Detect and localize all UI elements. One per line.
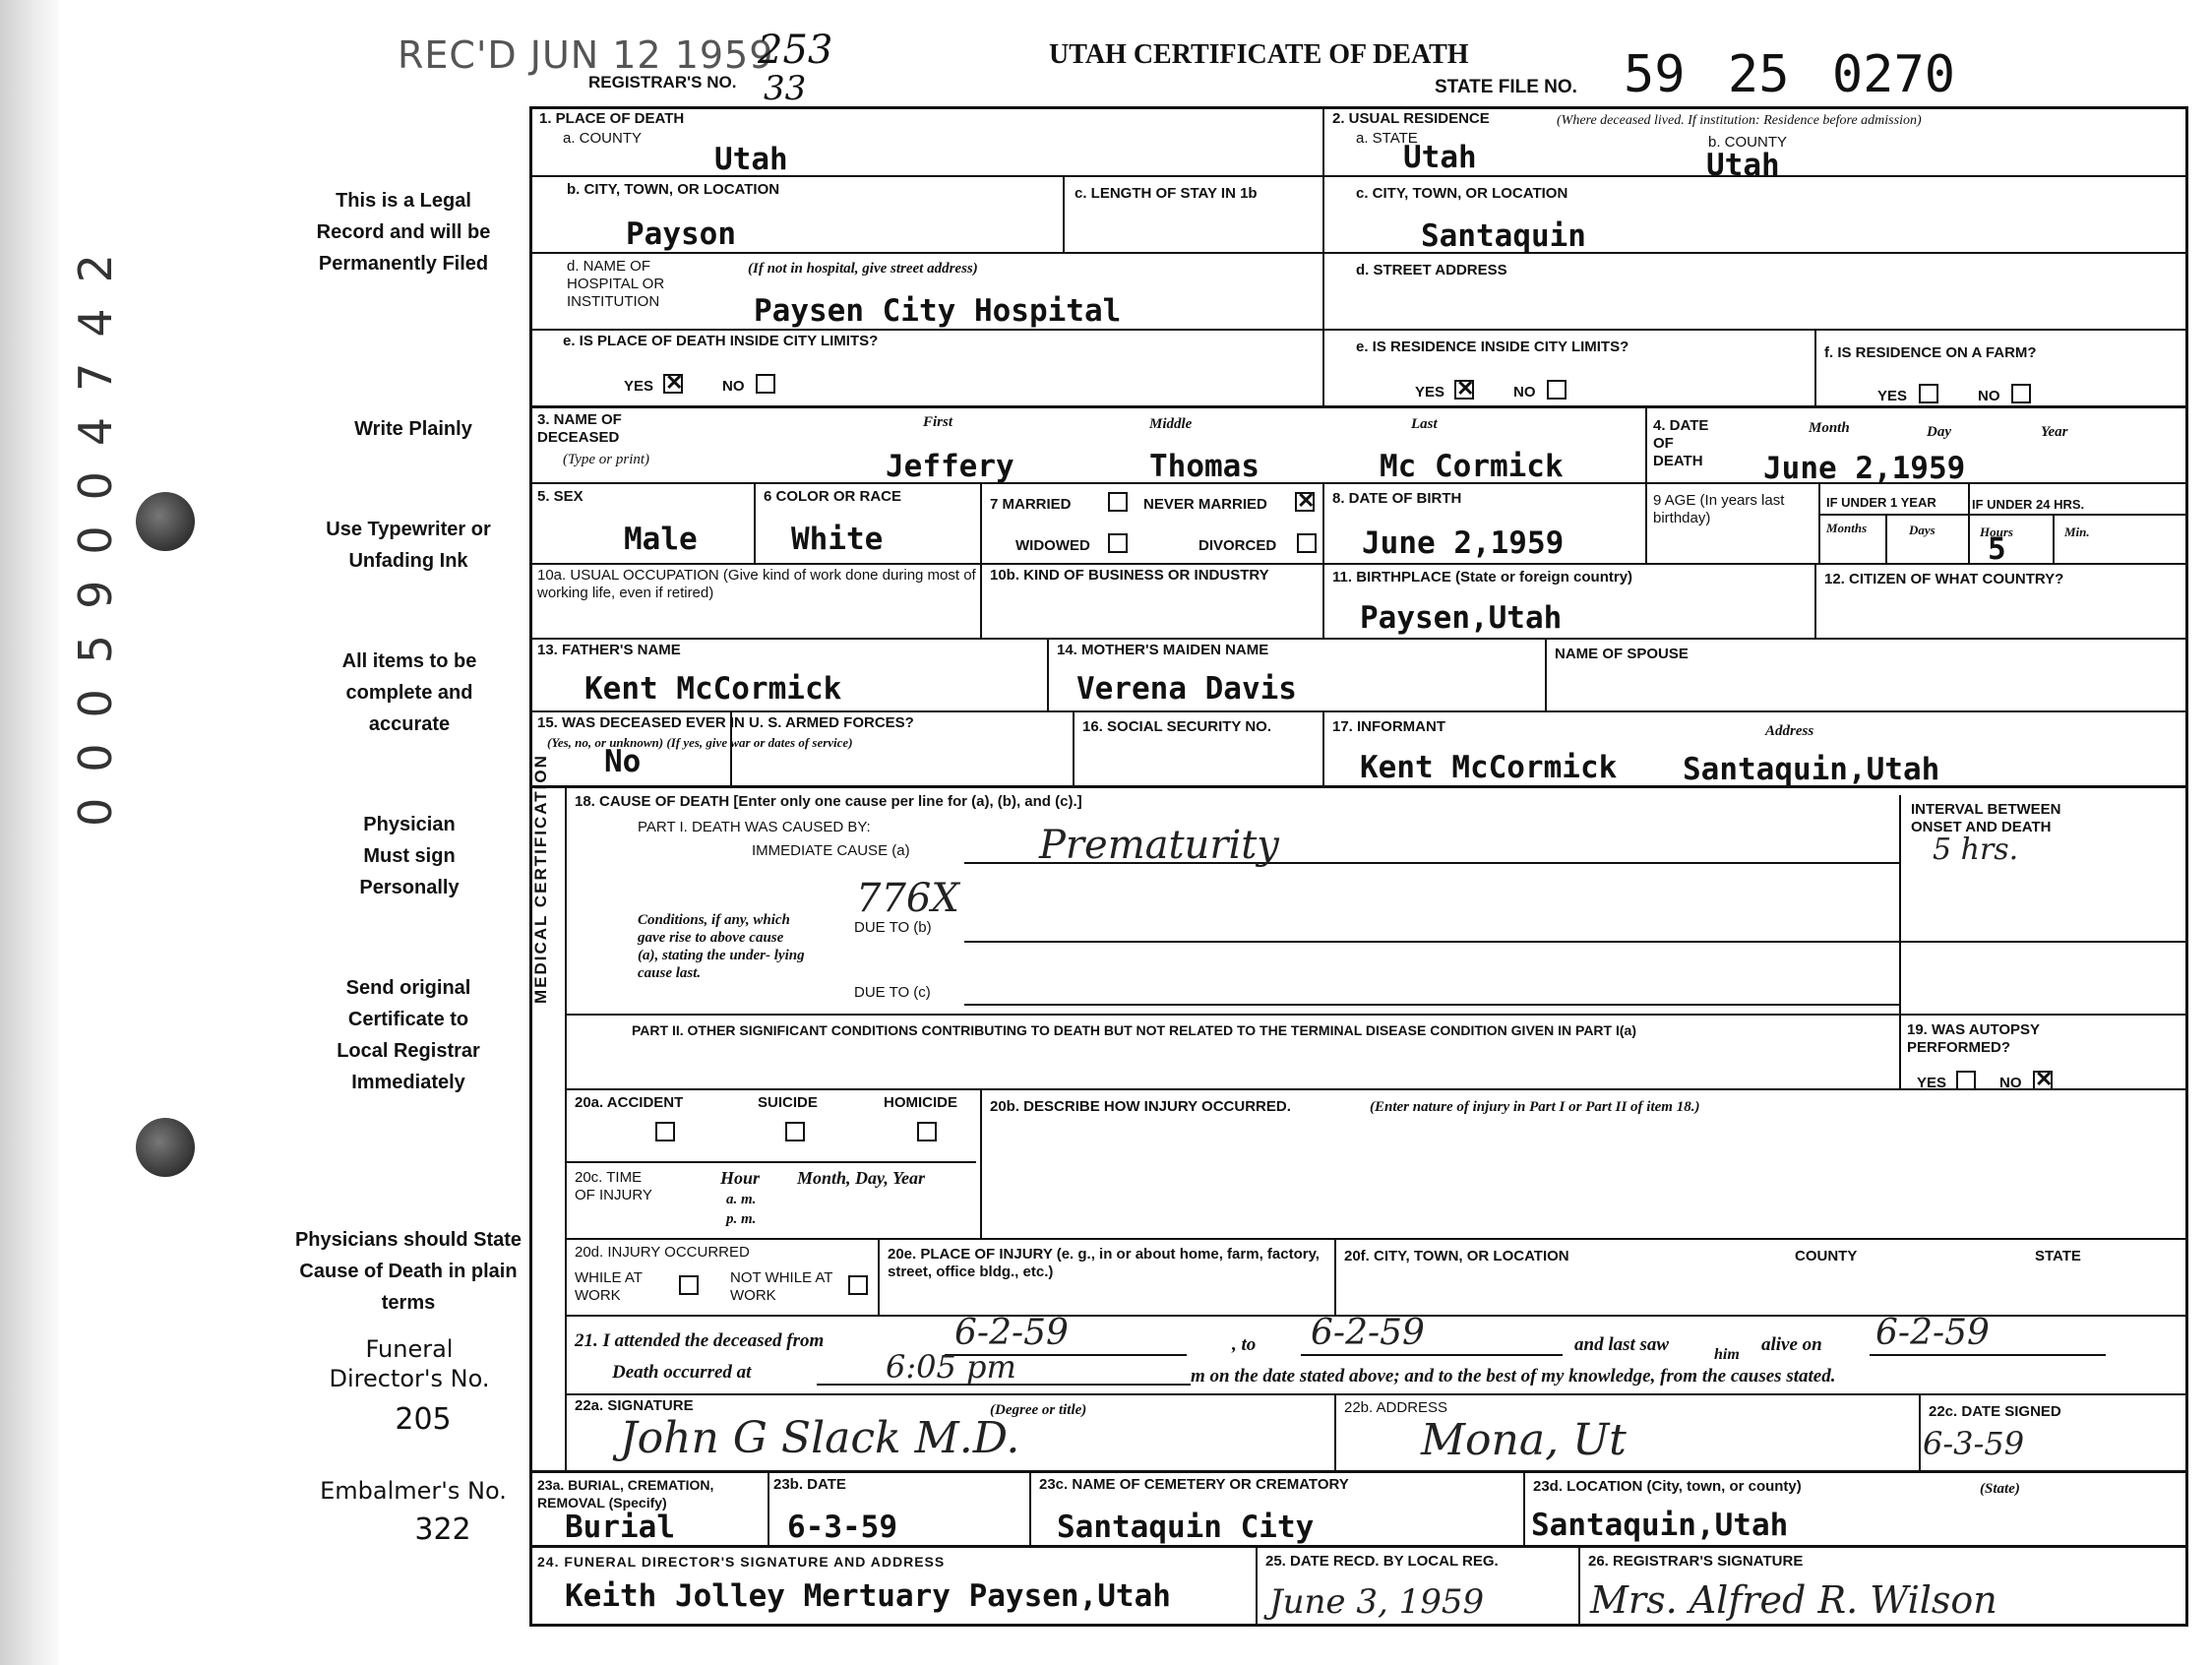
sidebar-legal-record: This is a Legal Record and will be Permanently Filed bbox=[316, 190, 491, 275]
value-burial: Burial bbox=[565, 1510, 675, 1545]
value-first-name: Jeffery bbox=[886, 449, 1014, 484]
value-burial-date: 6-3-59 bbox=[787, 1510, 897, 1545]
checkbox-married[interactable] bbox=[1108, 492, 1128, 512]
value-code: 776X bbox=[856, 876, 959, 921]
label-2e-no: NO bbox=[1513, 384, 1536, 401]
checkbox-while-at-work[interactable] bbox=[679, 1275, 699, 1295]
funeral-director-no: 205 bbox=[395, 1402, 452, 1437]
label-10a: 10a. USUAL OCCUPATION (Give kind of work done during most of working life, even if retired) bbox=[537, 567, 976, 601]
label-16: 16. SOCIAL SECURITY NO. bbox=[1082, 718, 1271, 735]
value-funeral: Keith Jolley Mertuary Paysen,Utah bbox=[565, 1578, 1171, 1614]
value-birth-date: June 2,1959 bbox=[1362, 525, 1565, 561]
label-degree: (Degree or title) bbox=[990, 1402, 1087, 1418]
certificate-title: UTAH CERTIFICATE OF DEATH bbox=[1049, 39, 1469, 70]
rule-v-medical bbox=[565, 785, 567, 1470]
rule-v-4 bbox=[1645, 405, 1647, 563]
received-stamp: REC'D JUN 12 1959 bbox=[398, 33, 774, 77]
value-last-name: Mc Cormick bbox=[1380, 449, 1564, 484]
value-mother: Verena Davis bbox=[1076, 671, 1297, 707]
label-23d-state: (State) bbox=[1980, 1481, 2020, 1497]
checkbox-not-while-at-work[interactable] bbox=[848, 1275, 868, 1295]
label-2b: b. COUNTY bbox=[1708, 134, 1788, 151]
label-23d: 23d. LOCATION (City, town, or county) bbox=[1533, 1478, 1802, 1495]
label-min: Min. bbox=[2064, 524, 2090, 539]
label-21-him: him bbox=[1714, 1346, 1740, 1363]
value-informant-address: Santaquin,Utah bbox=[1683, 752, 1940, 787]
label-middle: Middle bbox=[1149, 416, 1193, 432]
registrar-no-handwritten: 253 bbox=[758, 28, 833, 73]
value-cemetery: Santaquin City bbox=[1057, 1510, 1315, 1545]
checkbox-widowed[interactable] bbox=[1108, 533, 1128, 553]
label-19-no: NO bbox=[1999, 1075, 2022, 1091]
rule-v-17 bbox=[1322, 710, 1324, 785]
label-5: 5. SEX bbox=[537, 488, 584, 505]
checkbox-autopsy-no[interactable] bbox=[2033, 1071, 2053, 1090]
label-due-c: DUE TO (c) bbox=[854, 984, 931, 1001]
rule-21-alive bbox=[1870, 1354, 2106, 1356]
rule-v-20e bbox=[878, 1238, 880, 1315]
checkbox-homicide[interactable] bbox=[917, 1122, 937, 1141]
rule-v-spouse bbox=[1545, 638, 1547, 710]
value-informant: Kent McCormick bbox=[1360, 750, 1618, 785]
serial-number: 00059004742 bbox=[69, 228, 122, 827]
label-1e: e. IS PLACE OF DEATH INSIDE CITY LIMITS? bbox=[563, 333, 879, 349]
rule-v-26 bbox=[1578, 1545, 1580, 1627]
label-mdy: Month, Day, Year bbox=[797, 1168, 926, 1188]
rule-v-9d bbox=[2053, 516, 2055, 563]
label-7-never: NEVER MARRIED bbox=[1143, 496, 1267, 513]
rule-cause-b bbox=[964, 941, 2188, 943]
value-death-date: June 2,1959 bbox=[1763, 451, 1966, 486]
label-13: 13. FATHER'S NAME bbox=[537, 642, 681, 658]
label-3: 3. NAME OF DECEASED bbox=[537, 411, 622, 446]
embalmer-no: 322 bbox=[414, 1512, 471, 1547]
label-2f: f. IS RESIDENCE ON A FARM? bbox=[1824, 344, 2037, 361]
rule-v-1c bbox=[1063, 175, 1065, 252]
label-days: Days bbox=[1909, 523, 1936, 537]
checkbox-2f-no[interactable] bbox=[2011, 384, 2031, 403]
label-1e-no: NO bbox=[722, 378, 745, 395]
label-1e-yes: YES bbox=[624, 378, 654, 395]
rule-v-20f bbox=[1334, 1238, 1336, 1315]
value-alive-on: 6-2-59 bbox=[1875, 1313, 1990, 1353]
value-father: Kent McCormick bbox=[584, 671, 842, 707]
label-7-widowed: WIDOWED bbox=[1015, 537, 1090, 554]
value-recd-local: June 3, 1959 bbox=[1269, 1582, 1485, 1622]
label-25: 25. DATE RECD. BY LOCAL REG. bbox=[1265, 1553, 1499, 1570]
rule-v-9-sub bbox=[1818, 514, 2188, 516]
label-immediate: IMMEDIATE CAUSE (a) bbox=[752, 842, 910, 859]
label-20c: 20c. TIME OF INJURY bbox=[575, 1169, 652, 1203]
label-20e: 20e. PLACE OF INJURY (e. g., in or about home, farm, factory, street, office bldg., etc.) bbox=[888, 1246, 1320, 1280]
registrar-signature: Mrs. Alfred R. Wilson bbox=[1590, 1578, 1997, 1622]
value-city: Payson bbox=[626, 216, 736, 252]
value-attended-to: 6-2-59 bbox=[1311, 1313, 1425, 1353]
rule-h3 bbox=[529, 329, 2188, 331]
label-21-lastsaw: and last saw bbox=[1574, 1334, 1670, 1355]
value-location: Santaquin,Utah bbox=[1531, 1508, 1789, 1543]
rule-v-23c bbox=[1029, 1470, 1031, 1545]
sidebar-cause-plain: Physicians should State Cause of Death in plain terms bbox=[294, 1229, 522, 1314]
label-last: Last bbox=[1411, 416, 1438, 432]
label-hours: Hours bbox=[1980, 524, 2013, 539]
rule-v-12 bbox=[1814, 563, 1816, 638]
funeral-director-label: Funeral Director's No. bbox=[329, 1335, 490, 1392]
label-19: 19. WAS AUTOPSY PERFORMED? bbox=[1907, 1021, 2040, 1056]
label-20b: 20b. DESCRIBE HOW INJURY OCCURRED. bbox=[990, 1098, 1291, 1115]
label-22b: 22b. ADDRESS bbox=[1344, 1399, 1448, 1416]
label-2a: a. STATE bbox=[1356, 130, 1418, 147]
label-while-at-work: WHILE AT WORK bbox=[575, 1269, 643, 1304]
rule-v-22c bbox=[1919, 1393, 1921, 1470]
rule-cause-c bbox=[964, 1004, 1899, 1006]
checkbox-1e-no[interactable] bbox=[756, 374, 775, 394]
label-pm: p. m. bbox=[726, 1211, 757, 1227]
medical-certification-label: MEDICAL CERTIFICATION bbox=[531, 754, 550, 1004]
label-23a: 23a. BURIAL, CREMATION, REMOVAL (Specify) bbox=[537, 1477, 714, 1511]
rule-h13 bbox=[565, 1238, 2188, 1240]
rule-h2 bbox=[529, 252, 2188, 254]
label-10b: 10b. KIND OF BUSINESS OR INDUSTRY bbox=[990, 567, 1269, 584]
label-22a: 22a. SIGNATURE bbox=[575, 1397, 694, 1414]
rule-h12 bbox=[565, 1161, 976, 1163]
label-21-statement: m on the date stated above; and to the best of my knowledge, from the causes stated. bbox=[1191, 1366, 1836, 1387]
rule-h15 bbox=[565, 1393, 2188, 1395]
punch-hole-bottom bbox=[136, 1118, 195, 1177]
rule-v-2f bbox=[1814, 329, 1816, 405]
value-county: Utah bbox=[714, 142, 788, 177]
label-21-aliveon: alive on bbox=[1761, 1334, 1822, 1355]
label-part2: PART II. OTHER SIGNIFICANT CONDITIONS CONTRIBUTING TO DEATH BUT NOT RELATED TO THE TERMINAL DISEASE CONDITION GIVEN IN PART I(a) bbox=[632, 1022, 1636, 1038]
label-23c: 23c. NAME OF CEMETERY OR CREMATORY bbox=[1039, 1476, 1349, 1493]
label-first: First bbox=[923, 414, 953, 430]
label-4: 4. DATE OF DEATH bbox=[1653, 417, 1709, 469]
label-2d: d. STREET ADDRESS bbox=[1356, 262, 1507, 278]
label-1b: b. CITY, TOWN, OR LOCATION bbox=[567, 181, 780, 198]
label-2f-yes: YES bbox=[1877, 388, 1908, 404]
state-file-no: 59 25 0270 bbox=[1624, 45, 1956, 104]
label-2-note: (Where deceased lived. If institution: Residence before admission) bbox=[1557, 113, 1922, 128]
rule-v-25 bbox=[1256, 1545, 1258, 1627]
state-file-label: STATE FILE NO. bbox=[1435, 77, 1577, 97]
rule-v-9b bbox=[1885, 516, 1887, 563]
sidebar-all-items: All items to be complete and accurate bbox=[341, 650, 477, 735]
rule-v-23b bbox=[768, 1470, 769, 1545]
value-res-state: Utah bbox=[1403, 140, 1477, 175]
value-sig-address: Mona, Ut bbox=[1421, 1415, 1627, 1465]
physician-signature: John G Slack M.D. bbox=[620, 1413, 1020, 1463]
checkbox-2f-yes[interactable] bbox=[1919, 384, 1938, 403]
label-part1: PART I. DEATH WAS CAUSED BY: bbox=[638, 819, 871, 835]
rule-v-23d bbox=[1523, 1470, 1525, 1545]
label-3-note: (Type or print) bbox=[563, 452, 650, 467]
rule-v-16 bbox=[1073, 710, 1075, 785]
label-14: 14. MOTHER'S MAIDEN NAME bbox=[1057, 642, 1269, 658]
rule-h16 bbox=[529, 1470, 2188, 1473]
sidebar-send-original: Send original Certificate to Local Registrar Immediately bbox=[337, 977, 480, 1093]
sidebar-physician-sign: Physician Must sign Personally bbox=[359, 814, 460, 898]
rule-v-9a bbox=[1818, 484, 1820, 563]
label-1c: c. LENGTH OF STAY IN 1b bbox=[1075, 185, 1258, 202]
label-2f-no: NO bbox=[1978, 388, 2000, 404]
label-spouse: NAME OF SPOUSE bbox=[1555, 646, 1689, 662]
value-occurred-at: 6:05 pm bbox=[886, 1348, 1016, 1386]
value-res-county: Utah bbox=[1706, 148, 1780, 183]
label-18: 18. CAUSE OF DEATH [Enter only one cause per line for (a), (b), and (c).] bbox=[575, 793, 1082, 810]
value-birthplace: Paysen,Utah bbox=[1360, 600, 1563, 636]
label-22c: 22c. DATE SIGNED bbox=[1929, 1403, 2061, 1420]
checkbox-divorced[interactable] bbox=[1297, 533, 1317, 553]
value-attended-from: 6-2-59 bbox=[954, 1313, 1069, 1353]
sidebar-write-plainly: Write Plainly bbox=[354, 418, 472, 440]
punch-hole-top bbox=[136, 492, 195, 551]
rule-v-20b bbox=[980, 1088, 982, 1238]
value-sex: Male bbox=[624, 522, 698, 557]
value-hospital: Paysen City Hospital bbox=[754, 293, 1122, 329]
label-1d-note: (If not in hospital, give street address) bbox=[748, 261, 978, 277]
rule-h7 bbox=[529, 638, 2188, 640]
rule-21-to bbox=[1301, 1354, 1563, 1356]
label-state: STATE bbox=[2035, 1248, 2081, 1264]
label-20b-note: (Enter nature of injury in Part I or Part II of item 18.) bbox=[1370, 1099, 1700, 1115]
rule-v-14 bbox=[1047, 638, 1049, 710]
label-county: COUNTY bbox=[1795, 1248, 1858, 1264]
rule-h6 bbox=[529, 563, 2188, 565]
label-conditions: Conditions, if any, which gave rise to above cause (a), stating the under- lying cause last. bbox=[638, 912, 805, 981]
rule-v-5 bbox=[754, 484, 756, 563]
label-15-note: (Yes, no, or unknown) (If yes, give war or dates of service) bbox=[547, 735, 853, 750]
label-19-yes: YES bbox=[1917, 1075, 1947, 1091]
label-21-attended: 21. I attended the deceased from bbox=[575, 1330, 825, 1351]
rule-v-8 bbox=[1322, 484, 1324, 638]
label-interval: INTERVAL BETWEEN ONSET AND DEATH bbox=[1911, 801, 2061, 835]
label-21-occurred: Death occurred at bbox=[612, 1362, 752, 1383]
label-11: 11. BIRTHPLACE (State or foreign country) bbox=[1332, 569, 1633, 586]
label-2e: e. IS RESIDENCE INSIDE CITY LIMITS? bbox=[1356, 339, 1629, 355]
label-address: Address bbox=[1765, 723, 1814, 739]
registrar-no: 33 bbox=[764, 69, 807, 108]
checkbox-autopsy-yes[interactable] bbox=[1956, 1071, 1976, 1090]
label-suicide: SUICIDE bbox=[758, 1094, 818, 1111]
label-1: 1. PLACE OF DEATH bbox=[539, 110, 685, 127]
label-9-under1: IF UNDER 1 YEAR bbox=[1826, 495, 1936, 510]
label-2c: c. CITY, TOWN, OR LOCATION bbox=[1356, 185, 1568, 202]
label-21-to: , to bbox=[1232, 1334, 1257, 1355]
label-7-divorced: DIVORCED bbox=[1198, 537, 1277, 554]
label-homicide: HOMICIDE bbox=[884, 1094, 957, 1111]
checkbox-accident[interactable] bbox=[655, 1122, 675, 1141]
label-am: a. m. bbox=[726, 1192, 757, 1207]
label-9: 9 AGE (In years last birthday) bbox=[1653, 492, 1785, 526]
value-middle-name: Thomas bbox=[1149, 449, 1260, 484]
label-2: 2. USUAL RESIDENCE bbox=[1332, 110, 1490, 127]
rule-h4 bbox=[529, 405, 2188, 408]
label-2e-yes: YES bbox=[1415, 384, 1445, 401]
label-26: 26. REGISTRAR'S SIGNATURE bbox=[1588, 1553, 1804, 1570]
value-date-signed: 6-3-59 bbox=[1923, 1425, 2025, 1462]
embalmer-label: Embalmer's No. bbox=[320, 1477, 507, 1505]
label-7-married: 7 MARRIED bbox=[990, 496, 1072, 513]
rule-h17 bbox=[529, 1545, 2188, 1548]
label-1a: a. COUNTY bbox=[563, 130, 643, 147]
label-year: Year bbox=[2041, 424, 2068, 440]
sidebar-use-typewriter: Use Typewriter or Unfading Ink bbox=[326, 519, 491, 572]
label-months: Months bbox=[1826, 521, 1868, 535]
label-17: 17. INFORMANT bbox=[1332, 718, 1446, 735]
label-12: 12. CITIZEN OF WHAT COUNTRY? bbox=[1824, 571, 2064, 587]
label-not-while-at-work: NOT WHILE AT WORK bbox=[730, 1269, 833, 1304]
value-res-city: Santaquin bbox=[1421, 218, 1586, 254]
label-day: Day bbox=[1927, 424, 1951, 440]
label-due-b: DUE TO (b) bbox=[854, 919, 932, 936]
checkbox-2e-yes[interactable] bbox=[1454, 380, 1474, 400]
label-8: 8. DATE OF BIRTH bbox=[1332, 490, 1462, 507]
value-cause-a: Prematurity bbox=[1039, 823, 1279, 868]
value-race: White bbox=[791, 522, 884, 557]
rule-v-mid bbox=[1322, 106, 1324, 405]
scan-edge-strip bbox=[0, 0, 59, 1665]
label-1d: d. NAME OF HOSPITAL OR INSTITUTION bbox=[567, 258, 665, 310]
rule-h8 bbox=[529, 710, 2188, 712]
value-armed-forces: No bbox=[604, 744, 642, 779]
label-15: 15. WAS DECEASED EVER IN U. S. ARMED FORCES? bbox=[537, 714, 914, 731]
rule-v-9c bbox=[1968, 484, 1970, 563]
rule-v-22b bbox=[1334, 1393, 1336, 1470]
label-hour: Hour bbox=[720, 1168, 761, 1188]
rule-v-interval bbox=[1899, 795, 1901, 1088]
checkbox-never-married[interactable] bbox=[1295, 492, 1315, 512]
label-23b: 23b. DATE bbox=[773, 1476, 846, 1493]
registrar-no-label: REGISTRAR'S NO. bbox=[588, 73, 737, 92]
checkbox-1e-yes[interactable] bbox=[663, 374, 683, 394]
value-hours: 5 bbox=[1988, 531, 2006, 567]
label-20f: 20f. CITY, TOWN, OR LOCATION bbox=[1344, 1248, 1569, 1264]
label-month: Month bbox=[1809, 420, 1850, 436]
value-interval: 5 hrs. bbox=[1933, 832, 2019, 867]
label-9-under24: IF UNDER 24 HRS. bbox=[1972, 497, 2085, 512]
rule-h10 bbox=[565, 1014, 2188, 1016]
label-24: 24. FUNERAL DIRECTOR'S SIGNATURE AND ADDRESS bbox=[537, 1554, 946, 1570]
label-20a: 20a. ACCIDENT bbox=[575, 1094, 684, 1111]
checkbox-suicide[interactable] bbox=[785, 1122, 805, 1141]
label-20d: 20d. INJURY OCCURRED bbox=[575, 1244, 750, 1261]
label-6: 6 COLOR OR RACE bbox=[764, 488, 902, 505]
rule-v-6 bbox=[980, 484, 982, 638]
checkbox-2e-no[interactable] bbox=[1547, 380, 1567, 400]
